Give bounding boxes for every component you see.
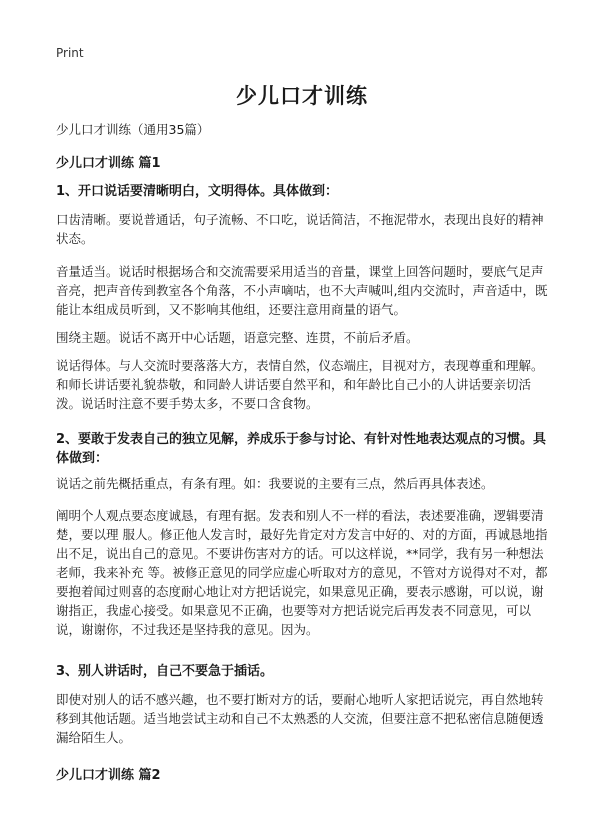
paragraph-clarity: 口齿清晰。要说普通话，句子流畅、不口吃，说话简洁，不拖泥带水，表现出良好的精神状态。 — [56, 212, 544, 246]
paragraph-volume: 音量适当。说话时根据场合和交流需要采用适当的音量，课堂上回答问题时，要底气足声音亮，把声音传到教室各个角落，不小声嘀咕，也不大声喊叫,组内交流时，声音适中，既能让本组成员听到，又不影响其他组，还要注意用商量的语气。 — [56, 264, 548, 317]
section-heading-1: 1、开口说话要清晰明白，文明得体。具体做到： — [56, 184, 339, 199]
paragraph-summary: 说话之前先概括重点，有条有理。如：我要说的主要有三点，然后再具体表述。 — [56, 476, 494, 491]
paragraph-manner: 说话得体。与人交流时要落落大方，表情自然，仪态端庄，目视对方，表现尊重和理解。和师长讲话要礼貌恭敬，和同龄人讲话要自然平和，和年龄比自己小的人讲话要亲切活泼。说话时注意不要手势太多，不要口含食物。 — [56, 358, 544, 411]
part-heading-2: 少儿口才训练 篇2 — [56, 768, 161, 783]
section-heading-2: 2、要敢于发表自己的独立见解，养成乐于参与讨论、有针对性地表达观点的习惯。具体做到： — [56, 432, 547, 466]
paragraph-opinion: 阐明个人观点要态度诚恳，有理有据。发表和别人不一样的看法，表述要准确，逻辑要清楚，要以理 服人。修正他人发言时，最好先肯定对方发言中好的、对的方面，再诚恳地指出不足，说出自己的意见。不要讲伤害对方的话。可以这样说，**同学，我有另一种想法老师，我来补充 等。被修正意见的同学应虚心听取对方的意见，不管对方说得对不对，都要抱着闻过则喜的态度耐心地让对方把话说完，如果意见正确，要表示感谢，可以说，谢谢指正，我虚心接受。如果意见不正确，也要等对方把话说完后再发表不同意见，可以说，谢谢你，不过我还是坚持我的意见。因为。 — [56, 508, 548, 637]
paragraph-listen: 即使对别人的话不感兴趣，也不要打断对方的话，要耐心地听人家把话说完，再自然地转移到其他话题。适当地尝试主动和自己不太熟悉的人交流，但要注意不把私密信息随便透漏给陌生人。 — [56, 692, 544, 745]
section-heading-3: 3、别人讲话时，自己不要急于插话。 — [56, 664, 274, 679]
part-heading-1: 少儿口才训练 篇1 — [56, 156, 161, 171]
document-subtitle: 少儿口才训练（通用35篇） — [56, 122, 210, 137]
page-title: 少儿口才训练 — [236, 84, 368, 108]
print-link[interactable]: Print — [56, 46, 84, 60]
paragraph-topic: 围绕主题。说话不离开中心话题，语意完整、连贯，不前后矛盾。 — [56, 330, 419, 345]
